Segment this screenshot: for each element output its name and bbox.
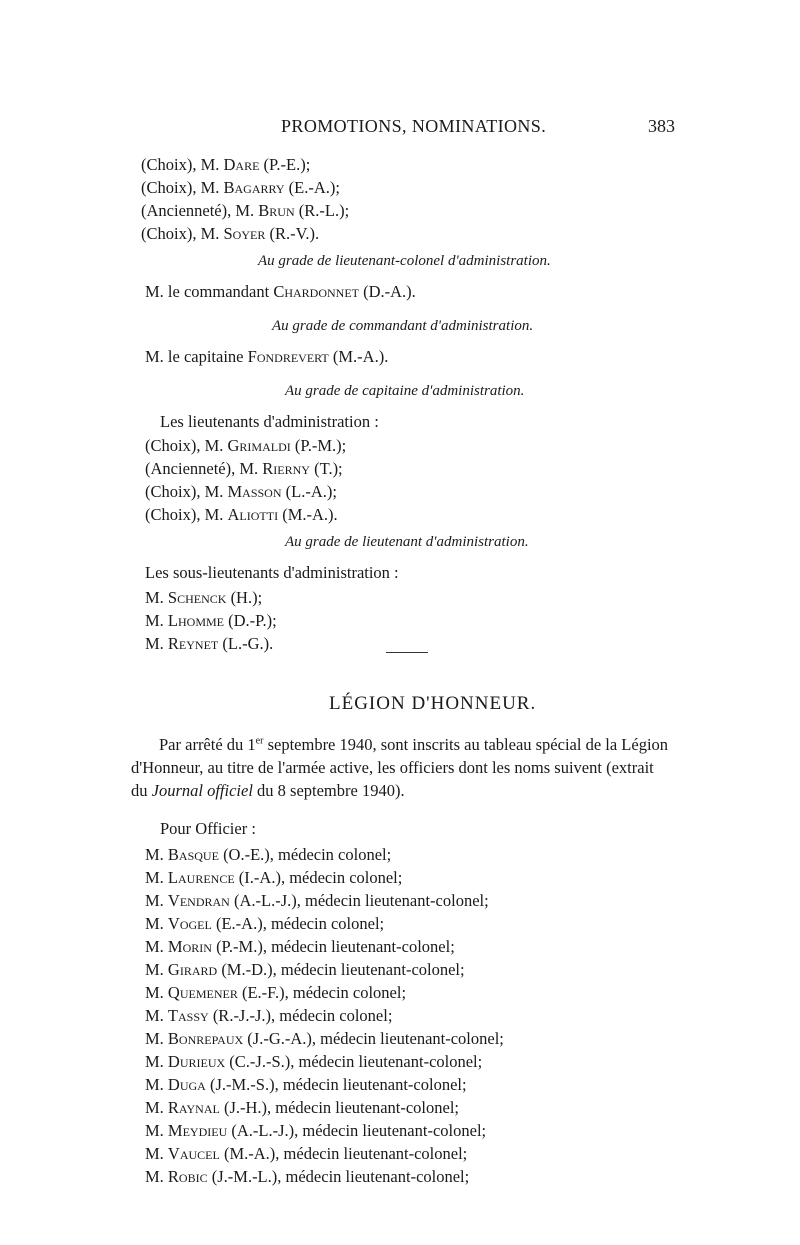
entry-suffix: (L.-A.); — [281, 482, 337, 501]
list-item — [145, 503, 338, 526]
entry-name: Vaucel — [167, 1144, 220, 1163]
entry-name: Bonrepaux — [167, 1029, 244, 1048]
entry-name: Bagarry — [223, 178, 285, 197]
paragraph-text: du 8 septembre 1940). — [252, 781, 405, 800]
journal-title: Journal officiel — [151, 781, 253, 800]
entry-suffix: (J.-M.-S.), médecin lieutenant-colonel; — [205, 1075, 467, 1094]
entry-suffix: (E.-A.); — [284, 178, 340, 197]
entry-prefix: M. — [145, 868, 168, 887]
entry-name: Lhomme — [167, 611, 225, 630]
list-item — [145, 1006, 392, 1026]
entry-prefix: M. — [145, 1075, 168, 1094]
entry-suffix: (A.-L.-J.), médecin lieutenant-colonel; — [227, 1121, 487, 1140]
entry-suffix: (J.-G.-A.), médecin lieutenant-colonel; — [243, 1029, 504, 1048]
entry-prefix: M. — [145, 1121, 168, 1140]
superscript: er — [255, 735, 264, 747]
list-item — [145, 891, 489, 911]
entry-suffix: (D.-P.); — [224, 611, 277, 630]
entry-name: Vogel — [167, 914, 212, 933]
entry-prefix: M. — [145, 634, 168, 653]
entry-suffix: (D.-A.). — [358, 282, 416, 301]
running-title: PROMOTIONS, NOMINATIONS. — [281, 116, 547, 136]
section-entry — [145, 280, 416, 303]
list-item — [141, 222, 319, 245]
entry-prefix: M. le commandant — [145, 282, 274, 301]
officer-intro: Pour Officier : — [160, 819, 256, 838]
paragraph-line — [131, 781, 405, 801]
entry-suffix: (A.-L.-J.), médecin lieutenant-colonel; — [229, 891, 489, 910]
entry-suffix: (P.-E.); — [259, 155, 311, 174]
entry-suffix: (O.-E.), médecin colonel; — [218, 845, 392, 864]
list-item — [145, 457, 343, 480]
entry-prefix: M. — [145, 611, 168, 630]
section-heading: Au grade de lieutenant d'administration. — [285, 534, 529, 550]
list-item — [145, 1167, 469, 1187]
entry-suffix: (R.-L.); — [294, 201, 350, 220]
entry-name: Morin — [167, 937, 212, 956]
list-item — [145, 434, 346, 457]
entry-prefix: M. — [145, 937, 168, 956]
entry-suffix: (J.-H.), médecin lieutenant-colonel; — [219, 1098, 459, 1117]
paragraph-line — [159, 735, 668, 755]
entry-name: Soyer — [223, 224, 266, 243]
section-intro: Les sous-lieutenants d'administration : — [145, 563, 399, 582]
paragraph-text: Par arrêté du 1 — [159, 735, 256, 754]
entry-name: Durieux — [167, 1052, 226, 1071]
entry-name: Robic — [167, 1167, 208, 1186]
list-item — [145, 480, 337, 503]
entry-suffix: (P.-M.); — [290, 436, 347, 455]
entry-prefix: M. — [145, 891, 168, 910]
entry-name: Brun — [258, 201, 295, 220]
entry-prefix: (Choix), M. — [145, 436, 228, 455]
entry-prefix: (Ancienneté), M. — [141, 201, 259, 220]
list-item — [145, 960, 465, 980]
entry-name: Schenck — [167, 588, 227, 607]
entry-suffix: (M.-A.). — [278, 505, 338, 524]
entry-prefix: M. — [145, 1167, 168, 1186]
entry-name: Duga — [167, 1075, 206, 1094]
section-entry — [145, 345, 388, 368]
entry-name: Grimaldi — [227, 436, 291, 455]
entry-name: Laurence — [167, 868, 235, 887]
entry-prefix: M. — [145, 914, 168, 933]
entry-suffix: (E.-A.), médecin colonel; — [211, 914, 385, 933]
entry-prefix: (Choix), M. — [145, 482, 228, 501]
page-number: 383 — [648, 116, 675, 136]
entry-prefix: (Choix), M. — [145, 505, 228, 524]
entry-name: Girard — [167, 960, 218, 979]
entry-prefix: M. le capitaine — [145, 347, 248, 366]
entry-suffix: (R.-V.). — [265, 224, 320, 243]
entry-name: Reynet — [167, 634, 219, 653]
list-item — [145, 983, 406, 1003]
entry-name: Aliotti — [227, 505, 279, 524]
entry-prefix: M. — [145, 1144, 168, 1163]
entry-suffix: (H.); — [226, 588, 263, 607]
list-item — [141, 199, 349, 222]
running-header — [0, 116, 800, 142]
entry-name: Rierny — [262, 459, 310, 478]
entry-prefix: (Ancienneté), M. — [145, 459, 263, 478]
list-item — [141, 153, 310, 176]
entry-suffix: (L.-G.). — [218, 634, 274, 653]
entry-prefix: M. — [145, 588, 168, 607]
entry-name: Raynal — [167, 1098, 220, 1117]
entry-name: Tassy — [167, 1006, 209, 1025]
entry-name: Masson — [227, 482, 282, 501]
entry-suffix: (T.); — [309, 459, 343, 478]
entry-name: Chardonnet — [273, 282, 359, 301]
section-intro: Les lieutenants d'administration : — [160, 412, 379, 431]
entry-prefix: M. — [145, 983, 168, 1002]
entry-suffix: (M.-D.), médecin lieutenant-colonel; — [217, 960, 465, 979]
list-item — [145, 1075, 467, 1095]
entry-name: Dare — [223, 155, 260, 174]
list-item — [145, 632, 273, 655]
paragraph-text: du — [131, 781, 152, 800]
entry-name: Quemener — [167, 983, 238, 1002]
paragraph-text: septembre 1940, sont inscrits au tableau spécial de la Légion — [263, 735, 669, 754]
list-item — [145, 868, 402, 888]
list-item — [145, 1121, 486, 1141]
entry-prefix: M. — [145, 1029, 168, 1048]
entry-prefix: (Choix), M. — [141, 155, 224, 174]
entry-name: Fondrevert — [247, 347, 329, 366]
entry-suffix: (E.-F.), médecin colonel; — [237, 983, 407, 1002]
paragraph-line: d'Honneur, au titre de l'armée active, les officiers dont les noms suivent (extrait — [131, 758, 654, 777]
section-heading: Au grade de commandant d'administration. — [272, 318, 534, 334]
entry-prefix: M. — [145, 960, 168, 979]
section-title: LÉGION D'HONNEUR. — [329, 693, 537, 714]
entry-suffix: (R.-J.-J.), médecin colonel; — [208, 1006, 393, 1025]
list-item — [145, 1144, 467, 1164]
entry-suffix: (P.-M.), médecin lieutenant-colonel; — [211, 937, 455, 956]
entry-prefix: M. — [145, 845, 168, 864]
list-item — [145, 1029, 504, 1049]
entry-prefix: M. — [145, 1098, 168, 1117]
entry-prefix: (Choix), M. — [141, 224, 224, 243]
entry-name: Meydieu — [167, 1121, 228, 1140]
entry-prefix: (Choix), M. — [141, 178, 224, 197]
list-item — [145, 845, 391, 865]
entry-name: Basque — [167, 845, 219, 864]
section-heading: Au grade de lieutenant-colonel d'administration. — [258, 253, 551, 269]
list-item — [145, 914, 384, 934]
list-item — [145, 1098, 459, 1118]
section-divider — [386, 652, 428, 653]
section-heading: Au grade de capitaine d'administration. — [285, 383, 525, 399]
entry-suffix: (J.-M.-L.), médecin lieutenant-colonel; — [207, 1167, 470, 1186]
entry-suffix: (C.-J.-S.), médecin lieutenant-colonel; — [225, 1052, 483, 1071]
entry-prefix: M. — [145, 1052, 168, 1071]
list-item — [141, 176, 340, 199]
entry-name: Vendran — [167, 891, 230, 910]
list-item — [145, 1052, 482, 1072]
entry-suffix: (M.-A.), médecin lieutenant-colonel; — [219, 1144, 468, 1163]
list-item — [145, 609, 277, 632]
entry-prefix: M. — [145, 1006, 168, 1025]
list-item — [145, 937, 455, 957]
entry-suffix: (M.-A.). — [328, 347, 389, 366]
list-item — [145, 586, 262, 609]
entry-suffix: (I.-A.), médecin colonel; — [234, 868, 403, 887]
